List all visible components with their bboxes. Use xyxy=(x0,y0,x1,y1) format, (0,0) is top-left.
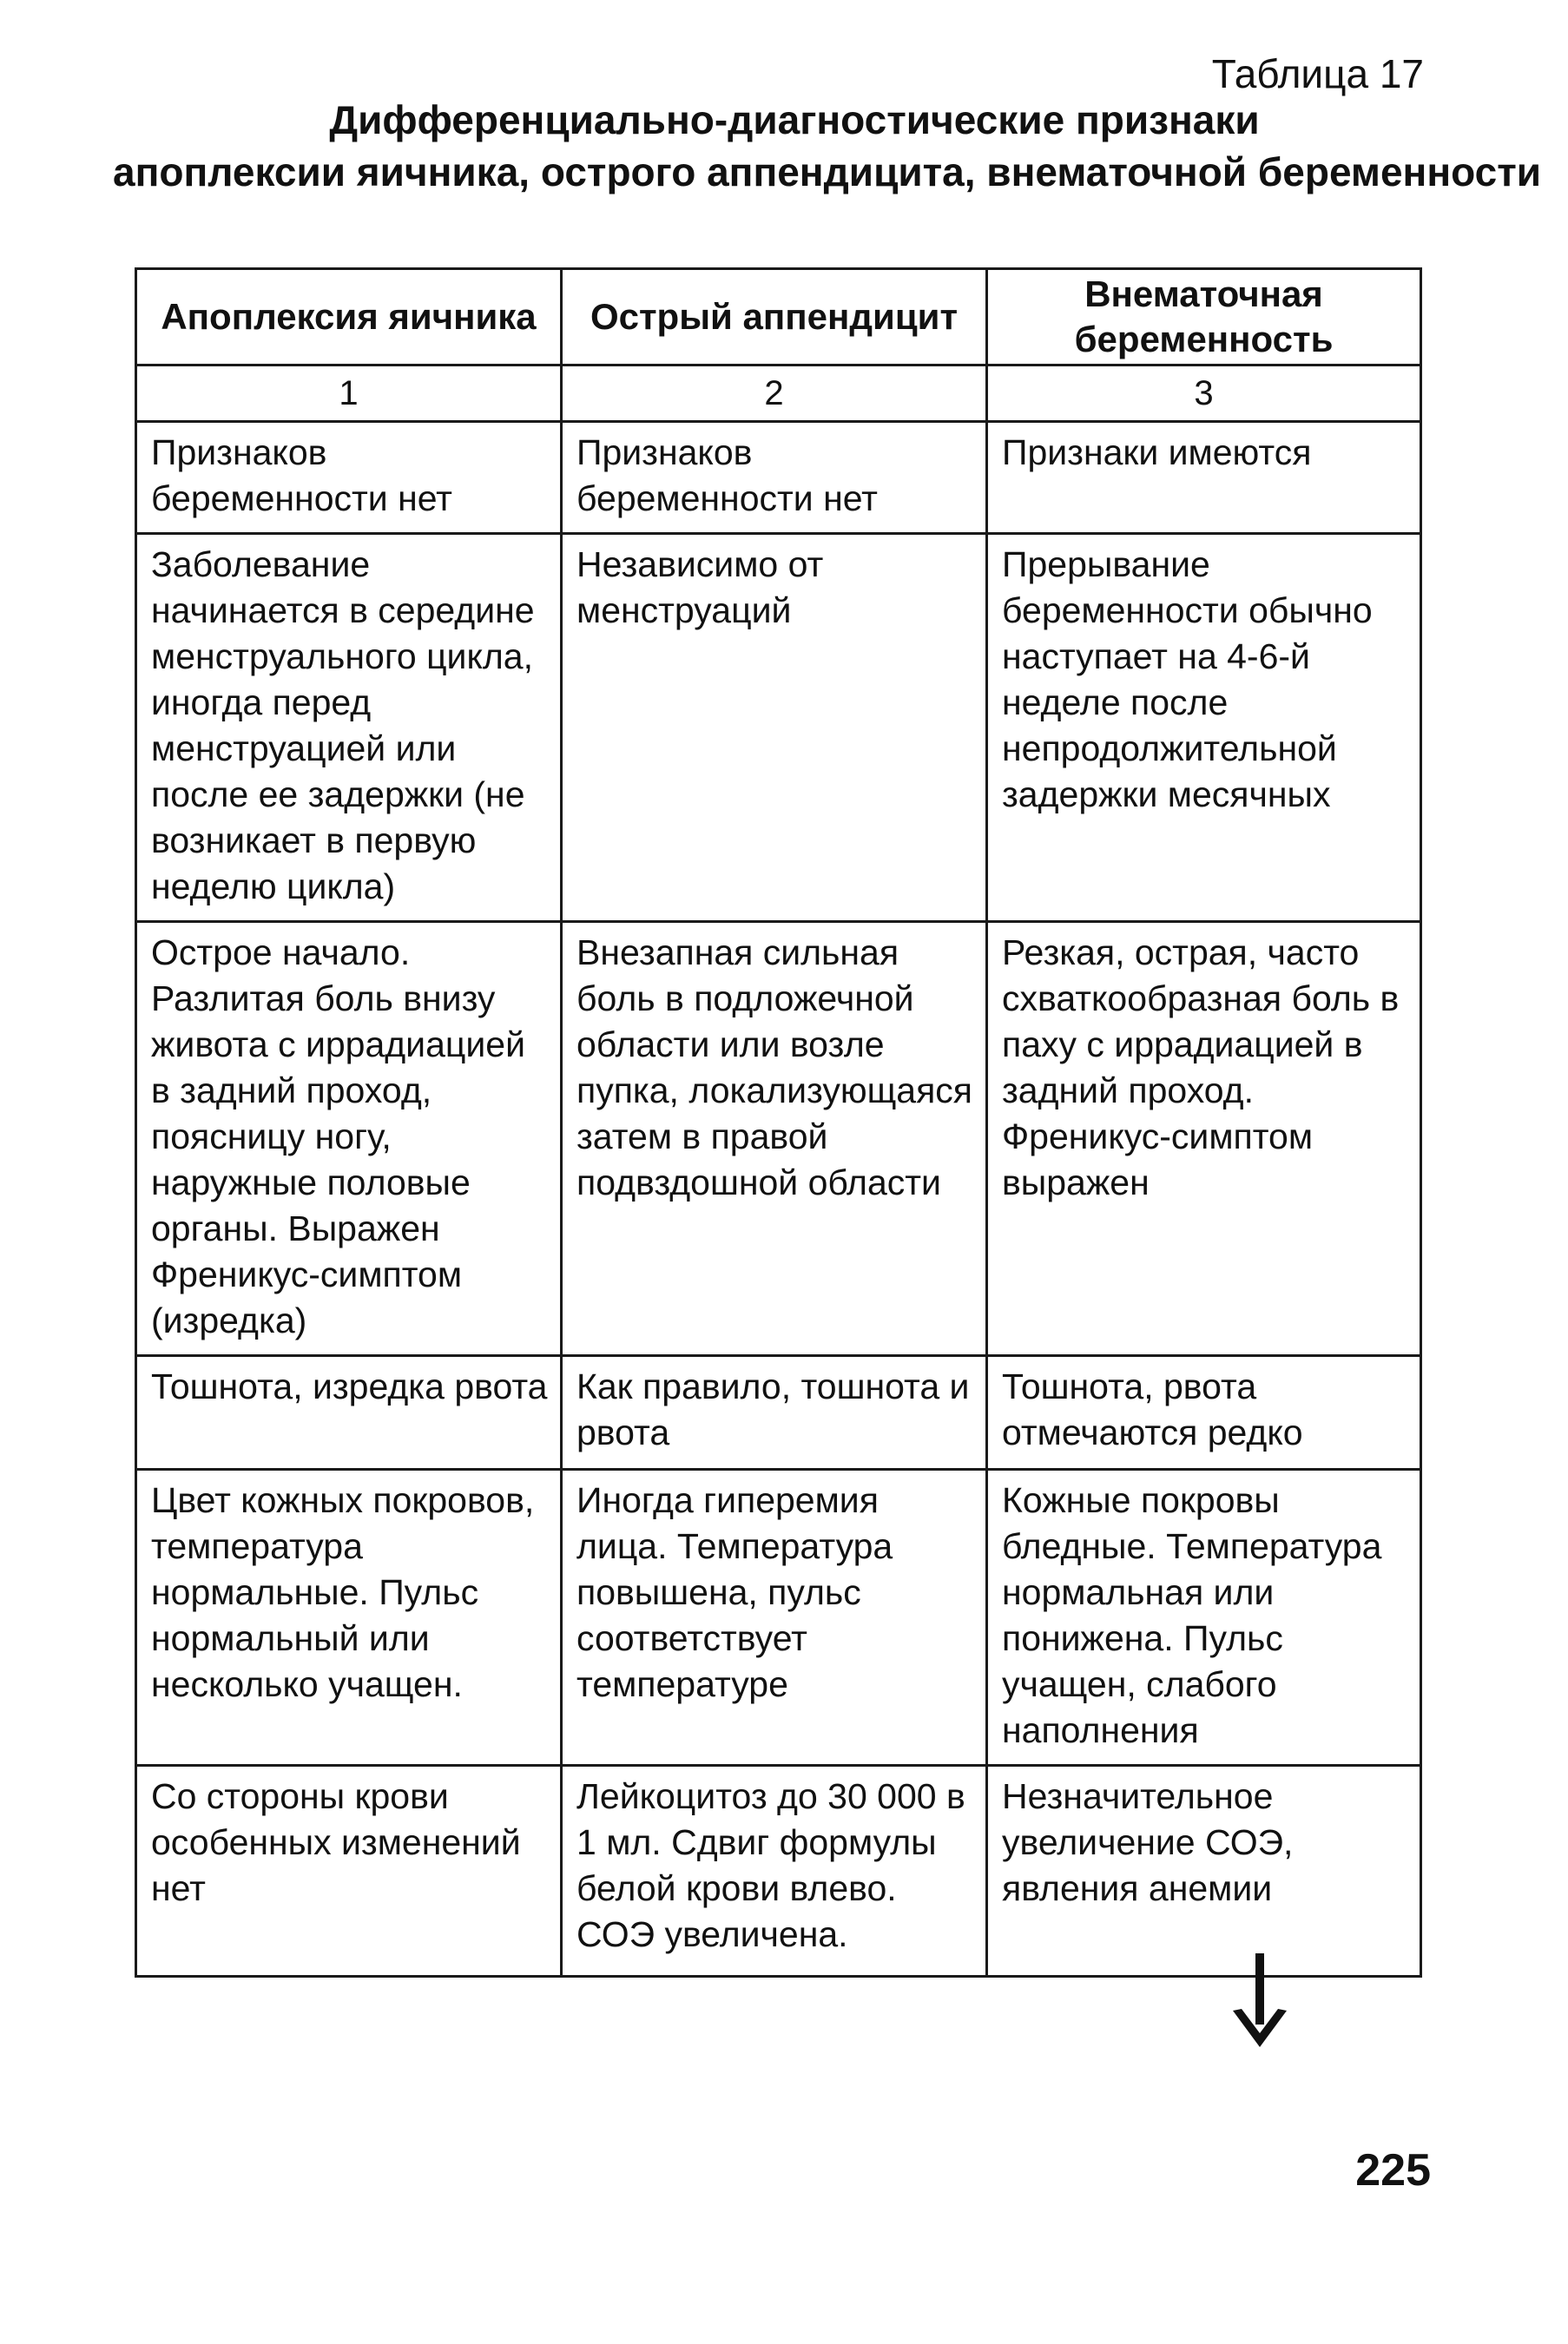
table-cell: Внезапная сильная боль в подложечной области или возле пупка, локализующаяся затем в правой подвздошной области xyxy=(562,922,987,1356)
table-row xyxy=(136,422,1421,534)
table-row xyxy=(136,534,1421,922)
table-cell: Независимо от менструаций xyxy=(562,534,987,922)
table-title-line-1: Дифференциально-диагностические признаки xyxy=(329,97,1260,142)
table-cell: Цвет кожных покровов, температура нормальные. Пульс нормальный или несколько учащен. xyxy=(136,1470,562,1766)
header-acute-appendicitis: Острый аппендицит xyxy=(562,269,987,365)
table-header-row xyxy=(136,269,1421,365)
arrow-down-icon xyxy=(1229,1953,1290,2049)
table-cell: Признаки имеются xyxy=(987,422,1421,534)
column-number: 1 xyxy=(136,365,562,422)
table-cell: Признаков беременности нет xyxy=(562,422,987,534)
table-row xyxy=(136,922,1421,1356)
table-title-line-2: апоплексии яичника, острого аппендицита, внематочной беременности xyxy=(113,149,1541,194)
page-number: 225 xyxy=(1355,2145,1431,2196)
differential-diagnosis-table xyxy=(135,267,1422,1978)
table-cell: Лейкоцитоз до 30 000 в 1 мл. Сдвиг формулы белой крови влево. СОЭ увеличена. xyxy=(562,1766,987,1977)
table-cell: Тошнота, изредка рвота xyxy=(136,1356,562,1470)
table-label: Таблица 17 xyxy=(1211,51,1424,96)
table-title xyxy=(113,94,1541,198)
table-row xyxy=(136,1766,1421,1977)
table-row xyxy=(136,1470,1421,1766)
table-cell: Прерывание беременности обычно наступает на 4-6-й неделе после непродолжительной задержки месячных xyxy=(987,534,1421,922)
table-cell: Незначительное увеличение СОЭ, явления анемии xyxy=(987,1766,1421,1977)
table-row xyxy=(136,1356,1421,1470)
table-cell: Резкая, острая, часто схваткообразная боль в паху с иррадиацией в задний проход. Френикус-симптом выражен xyxy=(987,922,1421,1356)
column-number-row xyxy=(136,365,1421,422)
table-cell: Как правило, тошнота и рвота xyxy=(562,1356,987,1470)
header-ectopic-pregnancy: Внематочная беременность xyxy=(987,269,1421,365)
column-number: 2 xyxy=(562,365,987,422)
table-cell: Со стороны крови особенных изменений нет xyxy=(136,1766,562,1977)
table-cell: Признаков беременности нет xyxy=(136,422,562,534)
table-cell: Тошнота, рвота отмечаются редко xyxy=(987,1356,1421,1470)
header-ovarian-apoplexy: Апоплексия яичника xyxy=(136,269,562,365)
table-cell: Острое начало. Разлитая боль внизу живота с иррадиацией в задний проход, поясницу ногу, наружные половые органы. Выражен Френикус-симптом (изредка) xyxy=(136,922,562,1356)
table-cell: Кожные покровы бледные. Температура нормальная или понижена. Пульс учащен, слабого наполнения xyxy=(987,1470,1421,1766)
column-number: 3 xyxy=(987,365,1421,422)
table-cell: Иногда гиперемия лица. Температура повышена, пульс соответствует температуре xyxy=(562,1470,987,1766)
table-cell: Заболевание начинается в середине менструального цикла, иногда перед менструацией или после ее задержки (не возникает в первую неделю цикла) xyxy=(136,534,562,922)
